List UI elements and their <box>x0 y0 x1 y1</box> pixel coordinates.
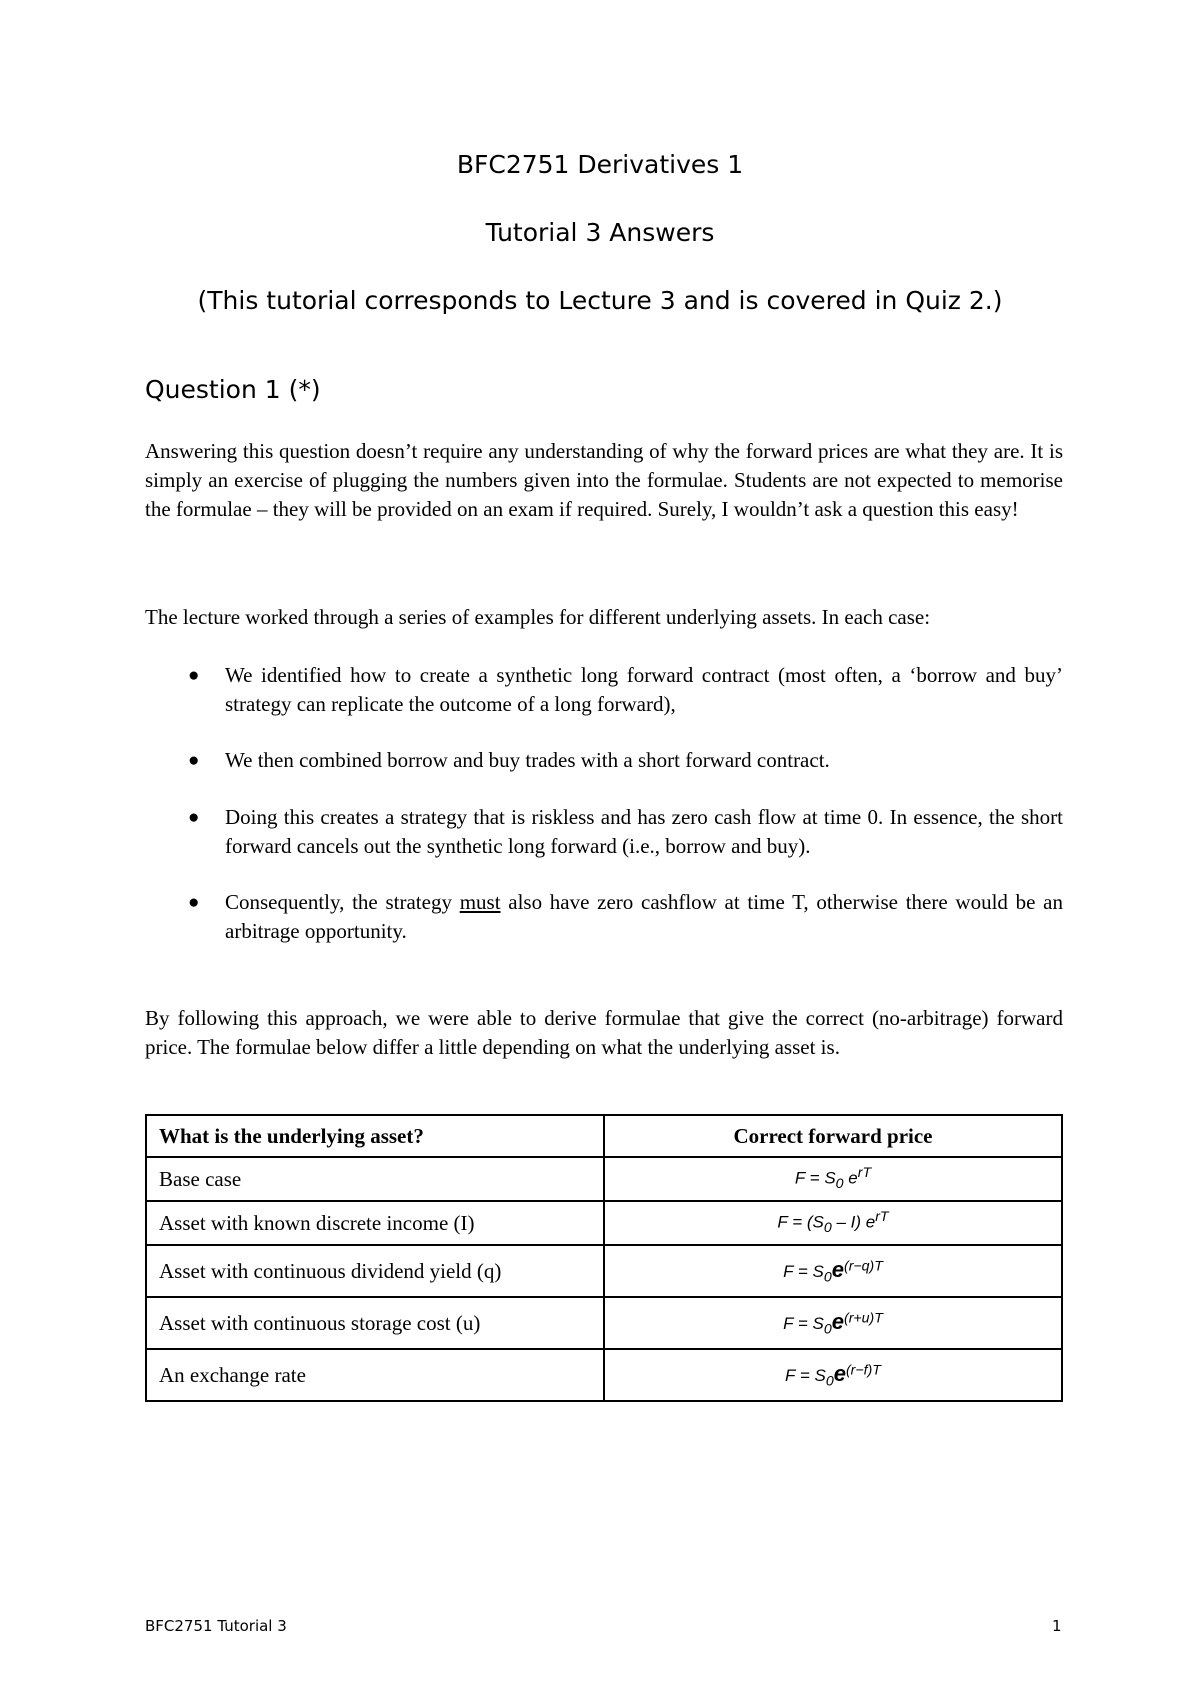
header-asset: What is the underlying asset? <box>146 1115 604 1157</box>
formula-part: F = S <box>794 1169 836 1189</box>
tutorial-note: (This tutorial corresponds to Lecture 3 and is covered in Quiz 2.) <box>197 286 1003 315</box>
bullet-icon: ● <box>188 750 200 771</box>
formula-exponent: (r−q)T <box>843 1258 883 1275</box>
bullet-icon: ● <box>188 892 200 913</box>
table-row <box>146 1349 1062 1401</box>
formula-cell <box>604 1349 1062 1401</box>
bullet-text <box>225 888 1063 946</box>
intro-paragraph: Answering this question doesn’t require any understanding of why the forward prices are what they are. It is simply an exercise of plugging the numbers given into the formulae. Students are not expected to memorise the formulae – they will be provided on an exam if required. Surely, I wouldn’t ask a question this easy! <box>145 439 1063 521</box>
formula-part: e <box>843 1169 858 1189</box>
formula-part: e <box>831 1308 844 1334</box>
formula-cell <box>604 1245 1062 1297</box>
forward-price-table <box>145 1114 1063 1402</box>
bullet-text: We then combined borrow and buy trades with a short forward contract. <box>225 748 830 772</box>
asset-cell: Asset with known discrete income (I) <box>146 1201 604 1245</box>
formula-subscript: 0 <box>835 1176 844 1193</box>
emphasis-must: must <box>459 890 501 914</box>
formula-exponent: rT <box>875 1209 889 1226</box>
formula-part: F = (S <box>777 1213 824 1233</box>
course-title: BFC2751 Derivatives 1 <box>456 150 744 179</box>
formula-subscript: 0 <box>825 1373 834 1390</box>
table-row <box>146 1157 1062 1201</box>
question-title: Question 1 (*) <box>145 375 321 404</box>
table-row <box>146 1201 1062 1245</box>
formula-part: – I) e <box>831 1213 876 1233</box>
bullet-icon: ● <box>188 665 200 686</box>
lecture-paragraph: The lecture worked through a series of examples for different underlying assets. In each case: <box>145 605 931 629</box>
formula-part: F = S <box>783 1313 824 1333</box>
header-price: Correct forward price <box>604 1115 1062 1157</box>
asset-cell: An exchange rate <box>146 1349 604 1401</box>
bullet-icon: ● <box>188 807 200 828</box>
formula-exponent: (r+u)T <box>843 1310 883 1327</box>
bullet-text-end: also have zero cashflow at time T, otherwise there would be an arbitrage opportunity. <box>225 890 1063 943</box>
formula-cell <box>604 1157 1062 1201</box>
asset-cell: Asset with continuous storage cost (u) <box>146 1297 604 1349</box>
formula-part: F = S <box>783 1261 824 1281</box>
footer-title: BFC2751 Tutorial 3 <box>145 1617 287 1635</box>
formula-exponent: (r−f)T <box>845 1362 881 1379</box>
table-row <box>146 1245 1062 1297</box>
formula-part: e <box>831 1256 844 1282</box>
formula-part: F = S <box>785 1365 826 1385</box>
formula-cell <box>604 1201 1062 1245</box>
formula-part: e <box>833 1360 846 1386</box>
table-row <box>146 1297 1062 1349</box>
formula-cell <box>604 1297 1062 1349</box>
formula-subscript: 0 <box>823 1220 832 1237</box>
formula-exponent: rT <box>857 1165 872 1182</box>
approach-paragraph: By following this approach, we were able to derive formulae that give the correct (no-arbitrage) forward price. The formulae below differ a little depending on what the underlying asset is. <box>145 1006 1063 1059</box>
formula-subscript: 0 <box>823 1321 832 1338</box>
bullet-text: We identified how to create a synthetic long forward contract (most often, a ‘borrow and buy’ strategy can replicate the outcome of a long forward), <box>225 663 1063 716</box>
bullet-text: Doing this creates a strategy that is riskless and has zero cash flow at time 0. In essence, the short forward cancels out the synthetic long forward (i.e., borrow and buy). <box>225 805 1063 858</box>
asset-cell: Base case <box>146 1157 604 1201</box>
bullet-text-start: Consequently, the strategy <box>225 890 460 914</box>
table-header-row <box>146 1115 1062 1157</box>
asset-cell: Asset with continuous dividend yield (q) <box>146 1245 604 1297</box>
formula-subscript: 0 <box>823 1269 832 1286</box>
tutorial-title: Tutorial 3 Answers <box>485 218 715 247</box>
page-number: 1 <box>1052 1617 1062 1635</box>
